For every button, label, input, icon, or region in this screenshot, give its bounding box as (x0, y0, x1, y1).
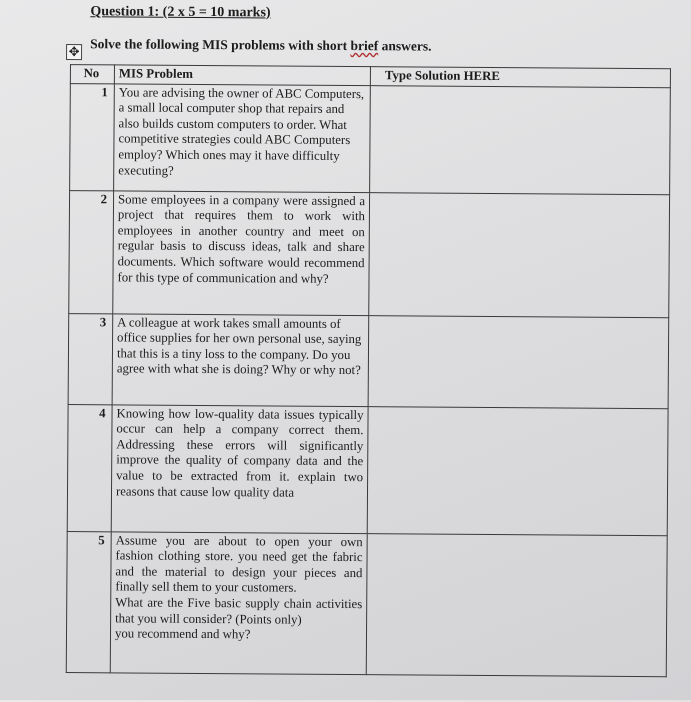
instruction-before: Solve the following MIS problems with short (90, 36, 351, 54)
problem-cell: Knowing how low-quality data issues typically occur can help a company correct them. Addressing these errors will significantly improve the quality of company data and the value to be extracted from it. explain two reasons that cause low quality data (111, 404, 368, 533)
row-number: 3 (68, 313, 113, 404)
table-row (70, 83, 671, 194)
problem-line: you recommend and why? (114, 626, 251, 642)
instruction-text (90, 36, 431, 54)
solution-cell[interactable] (370, 85, 671, 194)
solution-cell[interactable] (368, 315, 669, 408)
problem-cell: You are advising the owner of ABC Computers, a small local computer shop that repairs and also builds custom computers to order. What competitive strategies could ABC Computers employ? Which ones may it have difficulty executing? (114, 83, 371, 192)
header-problem: MIS Problem (114, 65, 370, 85)
table-move-handle-icon[interactable]: ✥ (66, 44, 82, 60)
table-row (69, 190, 670, 317)
table-row (68, 313, 669, 408)
row-number: 2 (69, 190, 114, 313)
table-row (67, 404, 668, 535)
problem-cell (110, 531, 367, 674)
solution-cell[interactable] (366, 533, 667, 676)
solution-cell[interactable] (367, 406, 668, 535)
header-solution: Type Solution HERE (370, 67, 670, 88)
question-title: Question 1: (2 x 5 = 10 marks) (90, 4, 271, 21)
problem-line: Assume you are about to open your own fashion clothing store. you need get the fabric and the material to design your pieces and finally sell them to your customers. (115, 532, 363, 596)
problem-cell: A colleague at work takes small amounts of office supplies for her own personal use, saying that this is a tiny loss to the company. Do you agree with what she is doing? Why or why not? (112, 313, 369, 406)
instruction-after: answers. (378, 38, 432, 54)
row-number: 1 (70, 83, 115, 190)
solution-cell[interactable] (369, 192, 670, 317)
mis-problems-table (66, 64, 671, 677)
problem-cell: Some employees in a company were assigned a project that requires them to work with employees in another country and meet on regular basis to discuss ideas, talk and share documents. Which software would recommend for this type of communication and why? (113, 190, 370, 315)
header-no: No (70, 65, 114, 84)
row-number: 4 (67, 404, 112, 531)
instruction-highlight: brief (350, 38, 379, 54)
table-row (66, 531, 667, 676)
problem-line: What are the Five basic supply chain activities that you will consider? (Points only) (115, 595, 363, 627)
row-number: 5 (66, 531, 111, 672)
